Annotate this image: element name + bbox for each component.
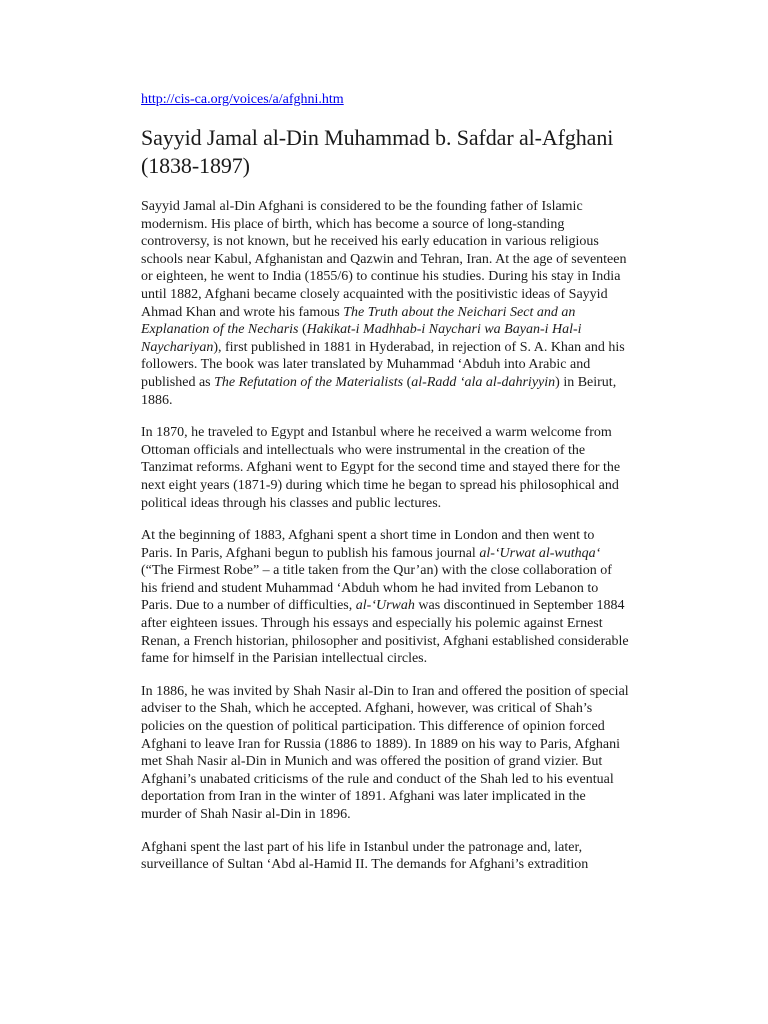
page-title: Sayyid Jamal al-Din Muhammad b. Safdar al-Afghani (1838-1897) (141, 125, 614, 178)
italic-span: Hakikat-i Madhhab-i Naychari wa Bayan-i Hal-i Naychariyan (141, 322, 582, 355)
paragraph-2: In 1870, he traveled to Egypt and Istanbul where he received a warm welcome from Ottoman officials and intellectuals who were instrumental in the creation of the Tanzimat reforms. Afghani went to Egypt for the second time and stayed there for the next eight years (1871-9) during which time he began to spread his philosophical and political ideas through his classes and public lectures. (141, 425, 621, 511)
text-span: ( (403, 374, 412, 390)
text-span: ) in Beirut, 1886. (141, 374, 617, 408)
source-url-link[interactable]: http://cis-ca.org/voices/a/afghni.htm (141, 92, 344, 107)
paragraph-3 (141, 527, 629, 668)
italic-span: al-‘Urwat al-wuthqa‘ (479, 545, 601, 561)
italic-span: al-‘Urwah (355, 598, 415, 614)
paragraph-4: In 1886, he was invited by Shah Nasir al-Din to Iran and offered the position of special adviser to the Shah, which he accepted. Afghani, however, was critical of Shah’s policies on the question of political participation. This difference of opinion forced Afghani to leave Iran for Russia (1886 to 1889). In 1889 on his way to Paris, Afghani met Shah Nasir al-Din in Munich and was offered the position of grand vizier. But Afghani’s unabated criticisms of the rule and conduct of the Shah led to his eventual deportation from Iran in the winter of 1891. Afghani was later implicated in the murder of Shah Nasir al-Din in 1896. (141, 683, 629, 822)
text-span: At the beginning of 1883, Afghani spent a short time in London and then went to Paris. In Paris, Afghani begun to publish his famous journal (141, 528, 595, 561)
document-page (141, 90, 629, 889)
text-span: (“The Firmest Robe” – a title taken from the Qur’an) with the close collaboration of his friend and student Muhammad ‘Abduh whom he had invited from Lebanon to Paris. Due to a number of difficulties, (141, 563, 612, 614)
text-span: ), first published in 1881 in Hyderabad, in rejection of S. A. Khan and his followers. The book was later translated by Muhammad ‘Abduh into Arabic and published as (141, 339, 625, 390)
text-span: Sayyid Jamal al-Din Afghani is considered to be the founding father of Islamic modernism. His place of birth, which has become a source of long-standing controversy, is not known, but he received his early education in various religious schools near Kabul, Afghanistan and Qazwin and Tehran, Iran. At the age of seventeen or eighteen, he went to India (1855/6) to continue his studies. During his stay in India until 1882, Afghani became closely acquainted with the positivistic ideas of Sayyid Ahmad Khan and wrote his famous (141, 199, 627, 320)
text-span: was discontinued in September 1884 after eighteen issues. Through his essays and especially his polemic against Ernest Renan, a French historian, philosopher and positivist, Afghani established considerable fame for himself in the Parisian intellectual circles. (141, 598, 629, 667)
italic-span: The Truth about the Neichari Sect and an Explanation of the Necharis (141, 304, 576, 338)
text-span: ( (298, 322, 307, 338)
italic-span: The Refutation of the Materialists (214, 374, 404, 390)
paragraph-5: Afghani spent the last part of his life in Istanbul under the patronage and, later, surveillance of Sultan ‘Abd al-Hamid II. The demands for Afghani’s extradition (141, 839, 589, 873)
italic-span: al-Radd ‘ala al-dahriyyin (411, 374, 556, 390)
paragraph-1 (141, 198, 629, 409)
